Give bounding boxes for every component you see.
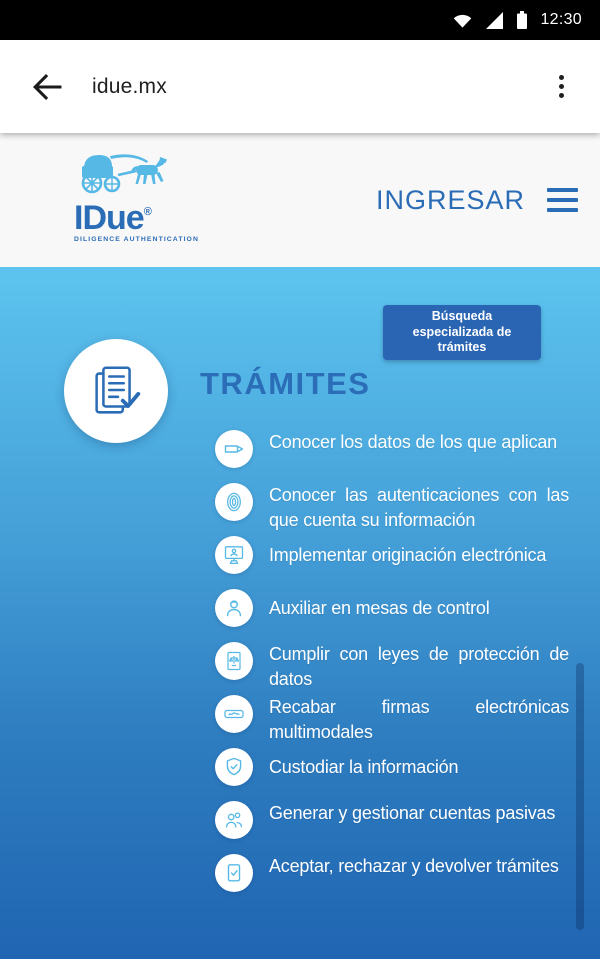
tramites-list-item <box>215 430 575 480</box>
list-item-text: Conocer los datos de los que aplican <box>269 432 557 452</box>
list-item-text: Cumplir con leyes de protección de datos <box>269 644 569 689</box>
fingerprint-icon <box>215 483 253 521</box>
tramites-list-item <box>215 483 575 533</box>
users-icon <box>215 801 253 839</box>
tramites-list-item <box>215 642 575 692</box>
shield-check-icon <box>215 748 253 786</box>
monitor-user-icon <box>215 536 253 574</box>
list-item-text: Recabar firmas electrónicas multimodales <box>269 697 569 742</box>
back-icon[interactable] <box>26 67 66 107</box>
idue-logo[interactable] <box>74 149 199 243</box>
tramites-list-item <box>215 801 575 851</box>
signature-icon <box>215 695 253 733</box>
tramites-list <box>215 430 575 907</box>
status-time: 12:30 <box>540 11 582 28</box>
law-document-icon <box>215 642 253 680</box>
list-item-text: Implementar originación electrónica <box>269 544 547 565</box>
tramites-list-item <box>215 748 575 786</box>
browser-toolbar <box>0 40 600 133</box>
list-item-text: Conocer las autenticaciones con las que cuenta su información <box>269 485 569 530</box>
list-item-text: Custodiar la información <box>269 756 459 777</box>
logo-wordmark: IDue® <box>74 199 152 237</box>
list-item-text: Generar y gestionar cuentas pasivas <box>269 803 556 823</box>
pencil-icon <box>215 430 253 468</box>
scrollbar-thumb[interactable] <box>576 663 584 930</box>
section-title: TRÁMITES <box>200 366 371 401</box>
documents-check-icon <box>85 360 147 422</box>
user-icon <box>215 589 253 627</box>
hamburger-menu-icon[interactable] <box>547 188 578 212</box>
wifi-icon <box>453 12 472 29</box>
tramites-list-item <box>215 589 575 627</box>
address-bar-url[interactable]: idue.mx <box>92 74 167 98</box>
list-item-text: Auxiliar en mesas de control <box>269 597 490 618</box>
site-header <box>0 133 600 267</box>
logo-tagline: DILIGENCE AUTHENTICATION <box>74 236 199 243</box>
login-link[interactable]: INGRESAR <box>375 184 525 215</box>
tramites-list-item <box>215 695 575 745</box>
hero-section <box>0 267 600 959</box>
battery-icon <box>517 11 527 29</box>
cellular-signal-icon <box>485 12 504 29</box>
browser-menu-icon[interactable] <box>544 67 578 107</box>
tramites-badge <box>64 339 168 443</box>
registered-mark: ® <box>143 206 152 218</box>
list-item-text: Aceptar, rechazar y devolver trámites <box>269 856 559 876</box>
tramites-list-item <box>215 536 575 574</box>
tramites-list-item <box>215 854 575 904</box>
android-status-bar <box>0 0 600 40</box>
checkbox-icon <box>215 854 253 892</box>
specialized-search-button[interactable]: Búsqueda especializada de trámites <box>383 305 541 360</box>
carriage-horse-icon <box>74 149 178 197</box>
